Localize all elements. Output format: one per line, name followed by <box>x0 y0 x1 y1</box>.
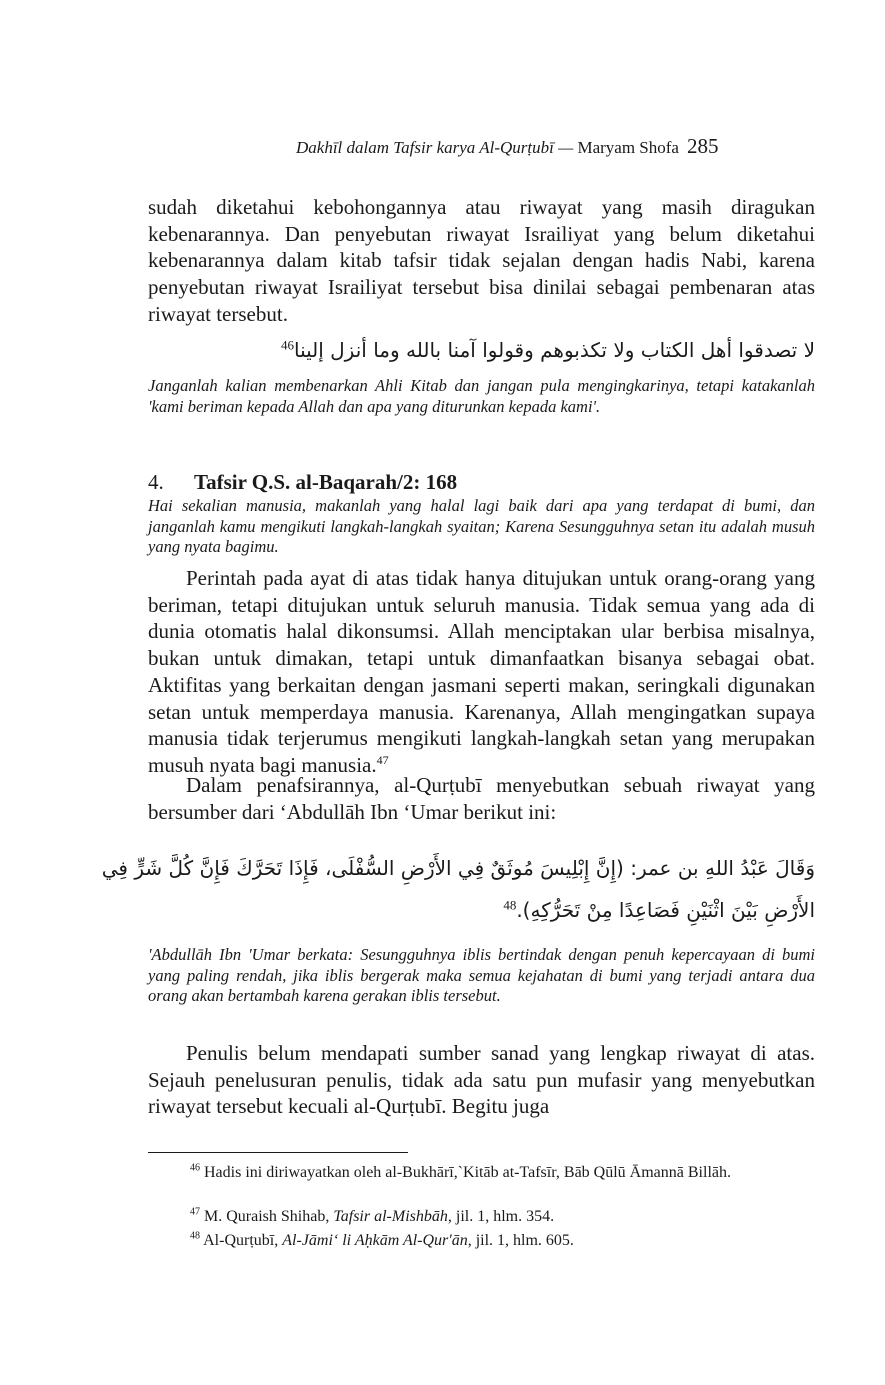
footnote-number: 46 <box>190 1162 200 1174</box>
header-author: Maryam Shofa <box>577 138 679 157</box>
footnote-48 <box>148 1230 815 1251</box>
footnote-book-title: Tafsir al-Mishbāh <box>333 1208 448 1225</box>
paragraph-2 <box>148 565 815 779</box>
arabic-riwayat-line-2-text: الأَرْضِ بَيْنَ اثْنَيْنِ فَصَاعِدًا مِنْ تَحَرُّكِهِ). <box>516 898 815 922</box>
footnote-text-end: , jil. 1, hlm. 605. <box>467 1232 574 1249</box>
footnote-number: 47 <box>190 1206 200 1218</box>
running-header <box>296 134 816 159</box>
paragraph-4: Penulis belum mendapati sumber sanad yang lengkap riwayat di atas. Sejauh penelusuran penulis, tidak ada satu pun mufasir yang menyebutkan riwayat tersebut kecuali al-Qurṭubī. Begitu juga <box>148 1041 815 1119</box>
page-number: 285 <box>686 134 719 158</box>
footnote-book-title: Al-Jāmi‘ li Aḥkām Al-Qur'ān <box>282 1232 468 1249</box>
section-heading <box>148 470 457 495</box>
arabic-riwayat-line-2 <box>148 898 815 922</box>
paragraph-2-text: Perintah pada ayat di atas tidak hanya ditujukan untuk orang-orang yang beriman, tetapi ditujukan untuk seluruh manusia. Tidak semua yang ada di dunia otomatis halal dikonsumsi. Allah menciptakan ular berbisa misalnya, bukan untuk dimakan, tetapi untuk dimanfaatkan bisanya sebagai obat. Aktifitas yang berkaitan dengan jasmani seperti makan, seringkali digunakan setan untuk memperdaya manusia. Karenanya, Allah mengingatkan supaya manusia tidak terjerumus mengikuti langkah-langkah setan yang merupakan musuh nyata bagi manusia. <box>148 566 815 777</box>
arabic-hadith-1-text: لا تصدقوا أهل الكتاب ولا تكذبوهم وقولوا آمنا بالله وما أنزل إلينا <box>293 338 815 362</box>
footnote-number: 48 <box>190 1230 200 1242</box>
header-title: Dakhīl dalam Tafsir karya Al-Qurṭubī — <box>296 138 578 157</box>
section-number: 4. <box>148 470 164 494</box>
arabic-riwayat-line-1: وَقَالَ عَبْدُ اللهِ بن عمر: (إِنَّ إِبْلِيسَ مُوثَقٌ فِي الأَرْضِ السُّفْلَى، فَإِذَا تَحَرَّكَ فَإِنَّ كُلَّ شَرٍّ فِي <box>101 856 815 880</box>
footnote-divider <box>148 1152 408 1153</box>
translation-3: 'Abdullāh Ibn 'Umar berkata: Sesungguhnya iblis bertindak dengan penuh kepercayaan di bumi yang paling rendah, jika iblis bergerak maka semua kejahatan di bumi yang terjadi antara dua orang akan bertambah karena gerakan iblis tersebut. <box>148 945 815 1005</box>
footnote-text: Al-Qurṭubī, <box>203 1232 283 1249</box>
footnote-ref-48: 48 <box>503 897 517 913</box>
verse-translation: Hai sekalian manusia, makanlah yang halal lagi baik dari apa yang terdapat di bumi, dan janganlah kamu mengikuti langkah-langkah syaitan; Karena Sesungguhnya setan itu adalah musuh yang nyata bagimu. <box>148 496 815 556</box>
footnote-46 <box>148 1162 815 1183</box>
paragraph-3: Dalam penafsirannya, al-Qurṭubī menyebutkan sebuah riwayat yang bersumber dari ‘Abdullāh Ibn ‘Umar berikut ini: <box>148 773 815 824</box>
footnote-ref-47: 47 <box>376 752 389 767</box>
footnote-text: M. Quraish Shihab, <box>204 1208 334 1225</box>
paragraph-1: sudah diketahui kebohongannya atau riwayat yang masih diragukan kebenarannya. Dan penyebutan riwayat Israiliyat yang belum diketahui kebenarannya dalam kitab tafsir tidak sejalan dengan hadis Nabi, karena penyebutan riwayat Israiliyat tersebut bisa dinilai sebagai pembenaran atas riwayat tersebut. <box>148 195 815 326</box>
footnote-47 <box>148 1206 815 1227</box>
section-title: Tafsir Q.S. al-Baqarah/2: 168 <box>194 470 458 494</box>
footnote-ref-46: 46 <box>280 337 294 353</box>
footnote-text: Hadis ini diriwayatkan oleh al-Bukhārī,`Kitāb at-Tafsīr, Bāb Qūlū Āmannā Billāh. <box>204 1164 731 1181</box>
footnote-text-end: , jil. 1, hlm. 354. <box>447 1208 555 1225</box>
translation-1: Janganlah kalian membenarkan Ahli Kitab dan jangan pula mengingkarinya, tetapi katakanlah 'kami beriman kepada Allah dan apa yang diturunkan kepada kami'. <box>148 376 815 416</box>
arabic-hadith-1 <box>148 338 815 362</box>
